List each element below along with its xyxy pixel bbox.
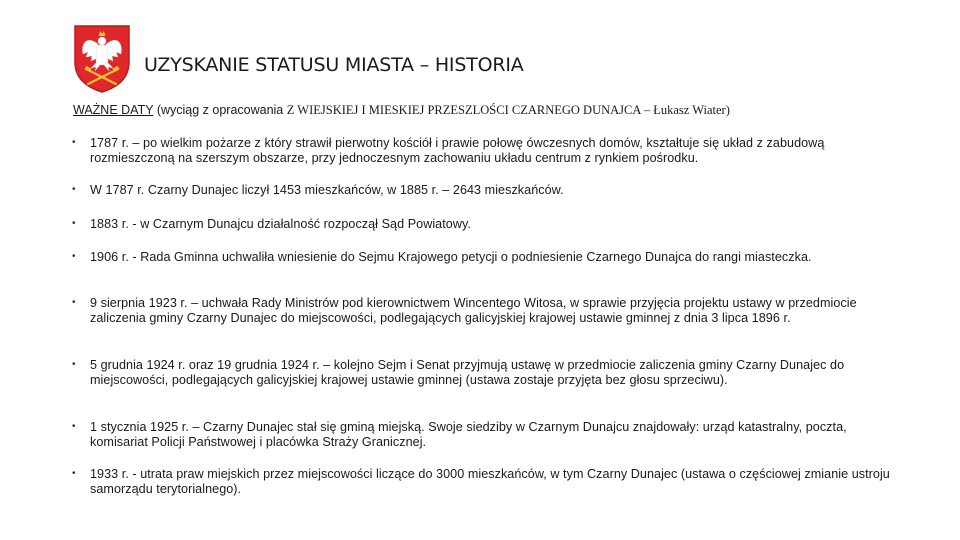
bullet-icon: • xyxy=(72,218,76,229)
list-item xyxy=(72,296,902,326)
list-item-text: 1883 r. - w Czarnym Dunajcu działalność rozpoczął Sąd Powiatowy. xyxy=(90,217,471,231)
list-item xyxy=(72,420,902,450)
bullet-icon: • xyxy=(72,184,76,195)
list-item-text: 1906 r. - Rada Gminna uchwaliła wniesienie do Sejmu Krajowego petycji o podniesienie Czarnego Dunajca do rangi miasteczka. xyxy=(90,250,812,264)
list-item xyxy=(72,358,902,388)
bullet-icon: • xyxy=(72,137,76,148)
list-item-text: 1787 r. – po wielkim pożarze z który strawił pierwotny kościół i prawie połowę ówczesnych domów, kształtuje się układ z zabudową rozmieszczoną na szerszym obszarze, przy jednoczesnym zachowaniu układu centrum z rynkiem pośrodku. xyxy=(90,136,825,165)
list-item xyxy=(72,183,902,198)
list-item xyxy=(72,250,902,265)
bullet-icon: • xyxy=(72,421,76,432)
bullet-icon: • xyxy=(72,251,76,262)
bullet-icon: • xyxy=(72,468,76,479)
page-title: UZYSKANIE STATUSU MIASTA – HISTORIA xyxy=(144,54,524,76)
list-item xyxy=(72,467,902,497)
list-item-text: 9 sierpnia 1923 r. – uchwała Rady Ministrów pod kierownictwem Wincentego Witosa, w sprawie przyjęcia projektu ustawy w przedmiocie zaliczenia gminy Czarny Dunajec do miejscowości, podlegających galicyjskiej krajowej ustawie gminnej z dnia 3 lipca 1896 r. xyxy=(90,296,857,325)
list-item-text: 1933 r. - utrata praw miejskich przez miejscowości liczące do 3000 mieszkańców, w tym Czarny Dunajec (ustawa o częściowej zmianie ustroju samorządu terytorialnego). xyxy=(90,467,890,496)
intro-lead: WAŻNE DATY xyxy=(73,103,154,117)
list-item xyxy=(72,136,902,166)
coat-of-arms-icon xyxy=(73,24,131,94)
list-item-text: 1 stycznia 1925 r. – Czarny Dunajec stał się gminą miejską. Swoje siedziby w Czarnym Dunajcu znajdowały: urząd katastralny, poczta, komisariat Policji Państwowej i placówka Straży Granicznej. xyxy=(90,420,847,449)
intro-line xyxy=(73,103,913,118)
list-item-text: W 1787 r. Czarny Dunajec liczył 1453 mieszkańców, w 1885 r. – 2643 mieszkańców. xyxy=(90,183,564,197)
intro-source: Z WIEJSKIEJ I MIESKIEJ PRZESZLOŚCI CZARNEGO DUNAJCA – Łukasz Wiater) xyxy=(286,103,730,117)
list-item-text: 5 grudnia 1924 r. oraz 19 grudnia 1924 r. – kolejno Sejm i Senat przyjmują ustawę w przedmiocie zaliczenia gminy Czarny Dunajec do miejscowości, podlegających galicyjskiej krajowej ustawie gminnej (ustawa zostaje przyjęta bez głosu sprzeciwu). xyxy=(90,358,845,387)
bullet-icon: • xyxy=(72,297,76,308)
bullet-icon: • xyxy=(72,359,76,370)
list-item xyxy=(72,217,902,232)
intro-middle: (wyciąg z opracowania xyxy=(153,103,287,117)
